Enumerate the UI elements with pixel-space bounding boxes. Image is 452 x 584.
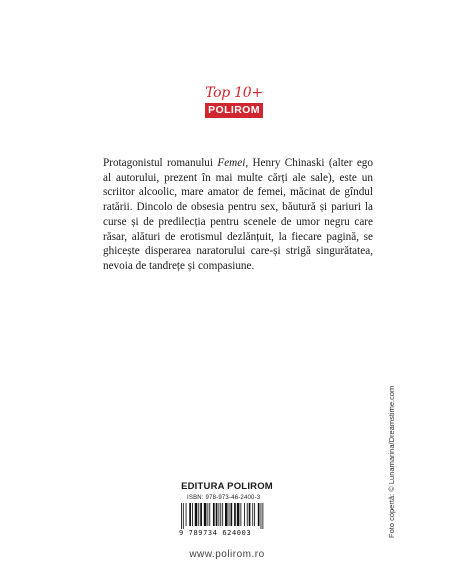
publisher-website: www.polirom.ro — [189, 549, 265, 560]
series-top-label: Top 10+ — [205, 85, 263, 101]
blurb-text-start: Protagonistul romanului — [103, 157, 218, 169]
barcode-icon — [177, 503, 273, 529]
back-cover-blurb — [103, 156, 373, 274]
publisher-name: EDITURA POLIROM — [181, 481, 273, 492]
blurb-text-rest: , Henry Chinaski (alter ego al autorului, prezent în mai multe cărți ale sale), este un scriitor alcoolic, mare amator de femei, măcinat de gîndul ratării. Dincolo de obsesia pentru sex, băutură și pariuri la curse și de predilecția pentru scenele de umor negru care răsar, alături de erotismul dezlănțuit, la fiecare pagină, se ghicește disperarea naratorului care-și strigă singurătatea, nevoia de tandrețe și compasiune. — [103, 157, 373, 272]
series-brand-badge: POLIROM — [205, 103, 263, 118]
series-logo — [205, 85, 263, 118]
blurb-book-title: Femei — [217, 157, 246, 169]
barcode-digits: 9 789734 624003 — [179, 529, 252, 537]
barcode-block — [177, 494, 277, 537]
isbn-text: ISBN: 978-973-46-2400-3 — [187, 495, 261, 501]
photo-credit: Foto copertă: © Lunamarina/Dreamstime.com — [387, 385, 396, 538]
